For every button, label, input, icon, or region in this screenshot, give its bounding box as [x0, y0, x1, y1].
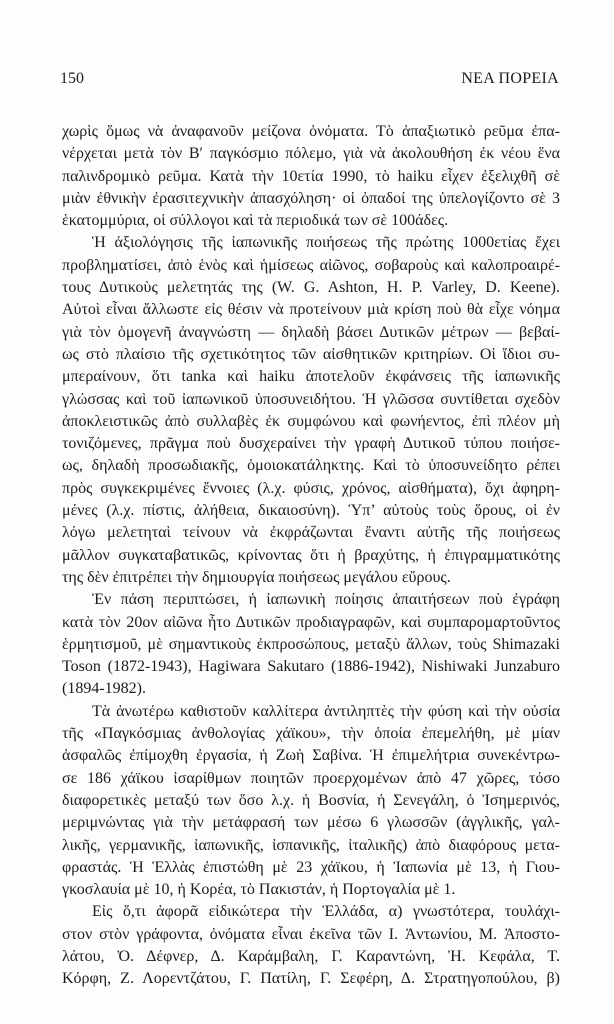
text-line: μᾶλλον συγκαταβατικῶς, κρίνοντας ὅτι ἡ βραχύτης, ἡ ἐπιγραμματικότης — [62, 546, 560, 564]
text-line: λικῆς, γερμανικῆς, ἰαπωνικῆς, ἰσπανικῆς, ἰταλικῆς) ἀπὸ διαφόρους μετα- — [62, 836, 560, 854]
text-line: διαφορετικὲς μεταξύ των ὅσο λ.χ. ἡ Βοσνία, ἡ Σενεγάλη, ὁ Ἰσημερινός, — [62, 791, 560, 809]
text-line: τονιζόμενες, πρᾶγμα ποὺ δυσχεραίνει τὴν γραφὴ Δυτικοῦ τύπου ποιήσε- — [62, 435, 560, 453]
text-line: γλώσσας καὶ τοῦ ἰαπωνικοῦ ὑποσυνειδήτου. Ἡ γλῶσσα συντίθεται σχεδὸν — [62, 390, 560, 408]
text-line: μένες (λ.χ. πίστις, ἀλήθεια, δικαιοσύνη). Ὑπ’ αὐτοὺς τοὺς ὅρους, οἱ ἐν — [62, 502, 560, 520]
text-line: πρὸς συγκεκριμένες ἔννοιες (λ.χ. φύσις, χρόνος, αἰσθήματα), ὄχι ἀφηρη- — [62, 479, 560, 497]
text-line: Αὐτοὶ εἶναι ἄλλωστε εἰς θέσιν νὰ προτείνουν μιὰ κρίση ποὺ θὰ εἶχε νόημα — [62, 301, 560, 319]
text-line: Κόρφη, Ζ. Λορεντζάτου, Γ. Πατίλη, Γ. Σεφέρη, Δ. Στρατηγοπούλου, β) — [62, 970, 560, 988]
paragraph-start-line: Εἰς ὅ,τι ἀφορᾶ εἰδικώτερα τὴν Ἑλλάδα, α) γνωστότερα, τουλάχι- — [92, 903, 560, 921]
text-line: λόγω μελετηταὶ τείνουν νὰ ἐκφράζωνται ἔναντι αὐτῆς τῆς ποιήσεως — [62, 524, 560, 542]
text-line: γκοσλαυία μὲ 10, ἡ Κορέα, τὸ Πακιστάν, ἡ Πορτογαλία μὲ 1. — [62, 881, 456, 899]
text-line: νέρχεται μετὰ τὸν Β′ παγκόσμιο πόλεμο, γιὰ νὰ ἀκολουθήση ἐκ νέου ἕνα — [62, 145, 560, 163]
text-line: παλινδρομικὸ ρεῦμα. Κατὰ τὴν 10ετία 1990, τὸ haiku εἶχεν ἐξελιχθῆ σὲ — [62, 167, 560, 185]
text-line: μεριμνώντας γιὰ τὴν μετάφρασή των μέσω 6 γλωσσῶν (ἀγγλικῆς, γαλ- — [62, 814, 560, 832]
text-line: ἀποκλειστικῶς ἀπὸ συλλαβὲς ἐκ συμφώνου καὶ φωνήεντος, ἐπὶ πλέον μὴ — [62, 412, 560, 430]
text-line: τῆς «Παγκόσμιας ἀνθολογίας χάϊκου», τὴν ὁποία ἐπεμελήθη, μὲ μίαν — [62, 725, 560, 743]
text-line: ως στὸ πλαίσιο τῆς σχετικότητος τῶν αἰσθητικῶν κριτηρίων. Οἱ ἴδιοι συ- — [62, 345, 560, 363]
text-line: ως, δηλαδὴ προσωδιακῆς, ὁμοιοκατάληκτης. Καὶ τὸ ὑποσυνείδητο ρέπει — [62, 457, 560, 475]
text-line: χωρὶς ὅμως νὰ ἀναφανοῦν μείζονα ὀνόματα. Τὸ ἀπαξιωτικὸ ρεῦμα ἐπα- — [62, 123, 560, 140]
page-number: 150 — [60, 70, 84, 87]
body-text — [62, 121, 560, 991]
paragraph-start-line: Ἐν πάση περιπτώσει, ἡ ἰαπωνικὴ ποίησις ἀπαιτήσεων ποὺ ἐγράφη — [92, 591, 560, 609]
text-line: μιὰν ἐθνικὴν ἐρασιτεχνικὴν ἀπασχόληση· οἱ ὀπαδοί της ὑπελογίζοντο σὲ 3 — [62, 189, 560, 207]
text-line: κατὰ τὸν 20ον αἰῶνα ἦτο Δυτικῶν προδιαγραφῶν, καὶ συμπαρομαρτοῦντος — [62, 613, 560, 631]
text-line: λάτου, Ὀ. Δέφνερ, Δ. Καράμβαλη, Γ. Καραντώνη, Ἠ. Κεφάλα, Τ. — [62, 947, 560, 965]
text-line: της δὲν ἐπιτρέπει τὴν δημιουργία ποιήσεως μεγάλου εὔρους. — [62, 568, 451, 586]
paragraph-start-line: Τὰ ἀνωτέρω καθιστοῦν καλλίτερα ἀντιληπτὲς τὴν φύση καὶ τὴν οὐσία — [92, 702, 560, 720]
text-line: γιὰ τὸν ὁμογενῆ ἀναγνώστη — δηλαδὴ βάσει Δυτικῶν μέτρων — βεβαί- — [62, 323, 560, 341]
text-line: ἀσφαλῶς ἐπίμοχθη ἐργασία, ἡ Ζωὴ Σαβίνα. Ἡ ἐπιμελήτρια συνεκέντρω- — [62, 747, 560, 765]
text-line: σε 186 χάϊκου ἰσαρίθμων ποιητῶν προερχομένων ἀπὸ 47 χῶρες, τόσο — [62, 769, 560, 787]
text-line: στον στὸν γράφοντα, ὀνόματα εἶναι ἐκεῖνα τῶν Ι. Ἀντωνίου, Μ. Ἀποστο- — [62, 925, 560, 943]
text-line: (1894-1982). — [62, 680, 146, 698]
text-line: φραστάς. Ἡ Ἑλλὰς ἐπιστώθη μὲ 23 χάϊκου, ἡ Ἰαπωνία μὲ 13, ἡ Γιου- — [62, 858, 560, 876]
text-line: ἑρμητισμοῦ, μὲ σημαντικοὺς ἐκπροσώπους, μεταξὺ ἄλλων, τοὺς Shimazaki — [62, 635, 560, 653]
text-line: τους Δυτικοὺς μελετητάς της (W. G. Ashton, H. P. Varley, D. Keene). — [62, 279, 560, 297]
running-title: ΝΕΑ ΠΟΡΕΙΑ — [461, 70, 559, 87]
paragraph-start-line: Ἡ ἀξιολόγησις τῆς ἰαπωνικῆς ποιήσεως τῆς πρώτης 1000ετίας ἔχει — [92, 234, 560, 252]
text-line: ἑκατομμύρια, οἱ σύλλογοι καὶ τὰ περιοδικά των σὲ 100άδες. — [62, 212, 449, 230]
text-line: μπεραίνουν, ὅτι tanka καὶ haiku ἀποτελοῦν ἐκφάνσεις τῆς ἰαπωνικῆς — [62, 368, 560, 386]
text-line: Toson (1872-1943), Hagiwara Sakutaro (1886-1942), Nishiwaki Junzaburo — [62, 658, 560, 676]
text-line: προβληματίσει, ἀπὸ ἑνὸς καὶ ἡμίσεως αἰῶνος, σοβαροὺς καὶ καλοπροαιρέ- — [62, 256, 560, 274]
